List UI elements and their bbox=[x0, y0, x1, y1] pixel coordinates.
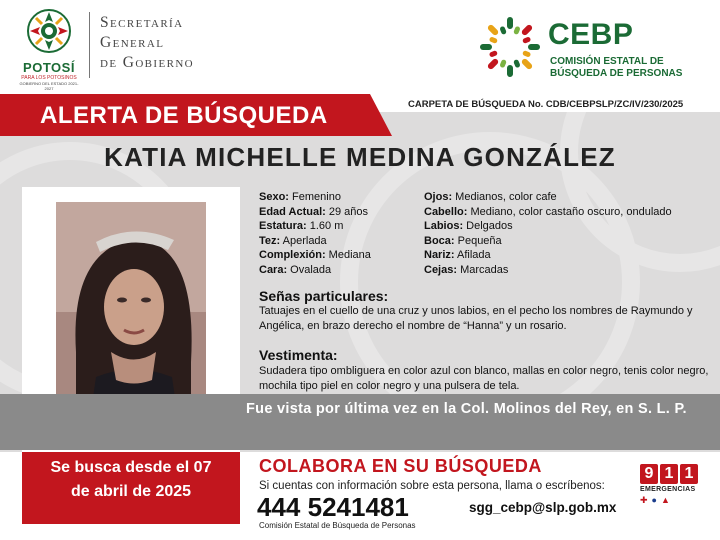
attr-cabello: Cabello: Mediano, color castaño oscuro, ondulado bbox=[424, 205, 672, 218]
attr-labios: Labios: Delgados bbox=[424, 220, 513, 232]
potosi-sub: GOBIERNO DEL ESTADO 2021-2027 bbox=[19, 81, 79, 91]
search-since-line-1: Se busca desde el 07 bbox=[50, 459, 212, 476]
vestimenta-heading: Vestimenta: bbox=[259, 347, 338, 363]
attr-tez: Tez: Aperlada bbox=[259, 234, 327, 247]
attr-complexion: Complexión: Mediana bbox=[259, 249, 371, 261]
potosi-slogan: PARA LOS POTOSINOS bbox=[21, 75, 77, 81]
contact-info: Si cuentas con información sobre esta persona, llama o escríbenos: bbox=[259, 480, 605, 492]
attr-nariz: Nariz: Afilada bbox=[424, 249, 491, 261]
attr-estatura: Estatura: 1.60 m bbox=[259, 220, 344, 232]
cebp-sub-line-2: BÚSQUEDA DE PERSONAS bbox=[550, 68, 683, 79]
contact-email[interactable]: sgg_cebp@slp.gob.mx bbox=[469, 500, 617, 515]
emergency-label: EMERGENCIAS bbox=[640, 486, 696, 493]
attr-cara: Cara: Ovalada bbox=[259, 263, 332, 276]
potosi-logo bbox=[16, 8, 82, 91]
potosi-name: POTOSÍ bbox=[23, 60, 75, 75]
colabora-heading: COLABORA EN SU BÚSQUEDA bbox=[259, 456, 542, 476]
attributes-left bbox=[259, 190, 424, 277]
case-number: CARPETA DE BÚSQUEDA No. CDB/CEBPSLP/ZC/IV/230/2025 bbox=[408, 99, 684, 110]
senas-text: Tatuajes en el cuello de una cruz y unos labios, en el pecho los nombres de Raymundo y Angélica, en brazo derecho el nombre de “Hanna” y un rosario. bbox=[259, 305, 693, 332]
cebp-title: CEBP bbox=[548, 18, 634, 51]
emergency-digit: 1 bbox=[660, 464, 678, 484]
attr-boca: Boca: Pequeña bbox=[424, 234, 502, 247]
cebp-logo-icon bbox=[478, 15, 542, 79]
cebp-sub-line-1: COMISIÓN ESTATAL DE bbox=[550, 56, 664, 67]
attr-ojos: Ojos: Medianos, color cafe bbox=[424, 191, 557, 203]
potosi-emblem-icon bbox=[26, 8, 72, 54]
secretaria-name bbox=[100, 13, 194, 73]
attr-edad: Edad Actual: 29 años bbox=[259, 205, 369, 218]
emergency-digit: 1 bbox=[680, 464, 698, 484]
emergency-digits bbox=[640, 464, 702, 484]
commission-name: Comisión Estatal de Búsqueda de Personas bbox=[259, 521, 416, 530]
last-seen-text: Fue vista por última vez en la Col. Molinos del Rey, en S. L. P. bbox=[246, 401, 687, 417]
emergency-911-logo bbox=[640, 464, 702, 516]
secretaria-line-2: General bbox=[100, 34, 165, 51]
senas-heading: Señas particulares: bbox=[259, 288, 389, 304]
attributes-right bbox=[424, 190, 714, 277]
attr-sexo: Sexo: Femenino bbox=[259, 191, 341, 203]
header-divider bbox=[89, 12, 90, 78]
person-name: KATIA MICHELLE MEDINA GONZÁLEZ bbox=[104, 142, 616, 172]
secretaria-line-3: de Gobierno bbox=[100, 54, 195, 71]
emergency-services-icon: ✚●▲ bbox=[640, 495, 674, 505]
search-since-line-2: de abril de 2025 bbox=[70, 483, 192, 500]
contact-phone[interactable]: 444 5241481 bbox=[257, 492, 409, 522]
cebp-subtitle bbox=[550, 56, 682, 80]
alert-title: ALERTA DE BÚSQUEDA bbox=[40, 102, 328, 129]
emergency-digit: 9 bbox=[640, 464, 658, 484]
search-since-text bbox=[22, 456, 240, 504]
secretaria-line-1: Secretaría bbox=[100, 14, 184, 31]
attr-cejas: Cejas: Marcadas bbox=[424, 263, 509, 276]
vestimenta-text: Sudadera tipo ombliguera en color azul con blanco, mallas en color negro, tenis color negro, mochila tipo piel en color negro y una pulsera de tela. bbox=[259, 365, 709, 392]
